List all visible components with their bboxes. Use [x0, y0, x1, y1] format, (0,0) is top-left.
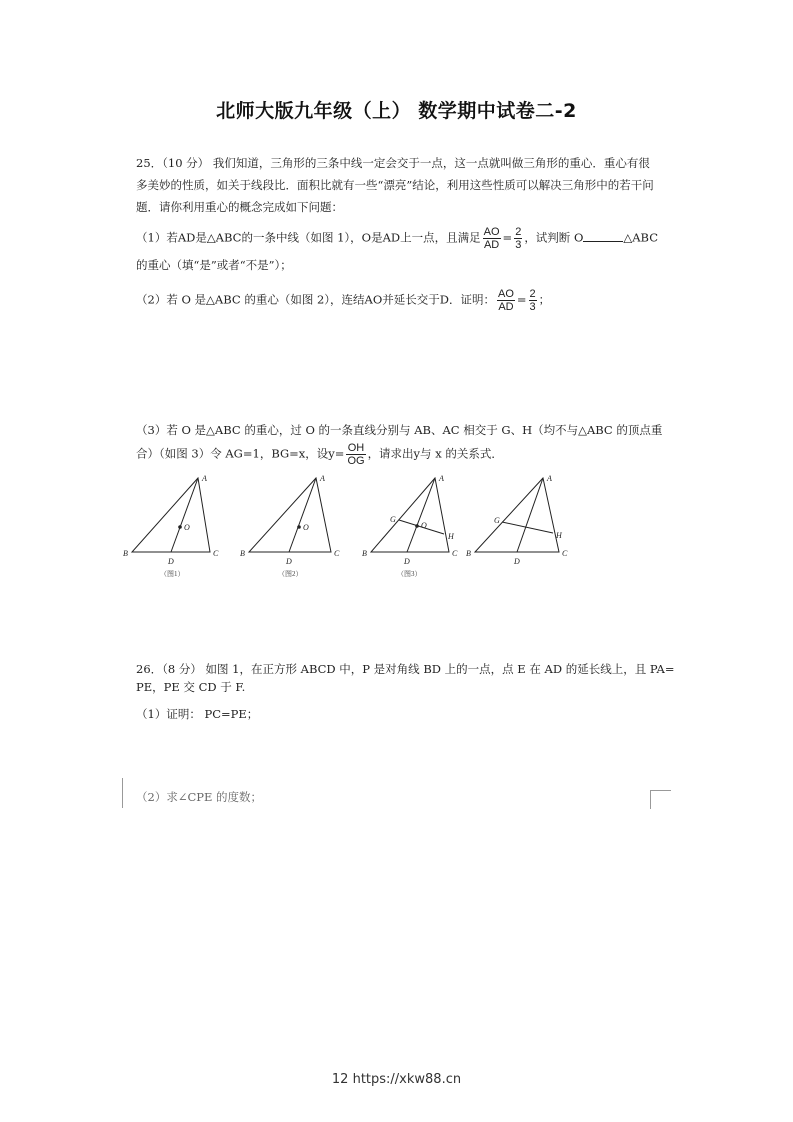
geometry-figures — [118, 470, 578, 582]
fig4-label-c: C — [562, 549, 568, 558]
fig3-label-h: H — [448, 532, 454, 541]
figure-3 — [362, 474, 458, 578]
fig1-label-a: A — [202, 474, 207, 483]
q25-part3-fraction: $\frac{OH}{OG}$ — [347, 442, 365, 467]
q25-part1: （1）若AD是△ABC的一条中线（如图 1），O是AD上一点，且满足 $\frac{AO}{AD}$ = $\frac{2}{3}$ ，试判断 O △ABC — [136, 226, 659, 251]
figure-4 — [466, 474, 568, 566]
fig4-label-d: D — [514, 557, 520, 566]
page-footer: 12 https://xkw88.cn — [331, 1072, 462, 1087]
q25-part1-text-b: ，试判断 O — [524, 230, 584, 245]
fig3-label-a: A — [439, 474, 444, 483]
q25-intro: 25．（10 分） 我们知道，三角形的三条中线一定会交于一点，这一点就叫做三角形的重心．重心有很多美妙的性质，如关于线段比．面积比就有一些“漂亮”结论，利用这些性质可以解决三角形中的若干问题．请你利用重心的概念完成如下问题： — [136, 156, 654, 214]
fig1-caption: （图1） — [160, 570, 185, 578]
q25-part1-end: 的重心（填“是”或者“不是”）； — [136, 258, 292, 272]
fig1-label-d: D — [168, 557, 174, 566]
page-title: 北师大版九年级（上） 数学期中试卷二-2 — [216, 100, 577, 122]
figure-2 — [240, 474, 340, 578]
fig1-label-c: C — [213, 549, 219, 558]
q25-part1-fraction: $\frac{AO}{AD}$ — [483, 226, 500, 251]
fig3-label-d: D — [404, 557, 410, 566]
fig3-label-c: C — [452, 549, 458, 558]
fig2-label-c: C — [334, 549, 340, 558]
fig2-label-o: O — [303, 523, 309, 532]
fig3-label-b: B — [362, 549, 367, 558]
q26-part1: （1）证明： PC=PE； — [136, 707, 259, 721]
fig2-label-b: B — [240, 549, 245, 558]
fig4-label-g: G — [494, 516, 500, 525]
q26-line1: 26．（8 分） 如图 1，在正方形 ABCD 中，P 是对角线 BD 上的一点，点 E 在 AD 的延长线上，且 PA= — [136, 662, 675, 676]
q26-part2: （2）求∠CPE 的度数； — [136, 790, 263, 804]
fig3-caption: （图3） — [397, 570, 422, 578]
fig1-label-o: O — [184, 523, 190, 532]
fig3-label-o: O — [421, 521, 427, 530]
q25-part1-text-a: （1）若AD是△ABC的一条中线（如图 1），O是AD上一点，且满足 — [136, 230, 481, 245]
fig2-label-d: D — [286, 557, 292, 566]
figure-1 — [123, 474, 219, 578]
q26-line2: PE，PE 交 CD 于 F. — [136, 680, 246, 694]
answer-blank[interactable] — [583, 231, 623, 242]
q25-part2-fraction: $\frac{AO}{AD}$ — [498, 288, 514, 313]
fig4-label-h: H — [556, 531, 562, 540]
fig4-label-a: A — [547, 474, 552, 483]
fig2-label-a: A — [320, 474, 325, 483]
q25-part2: （2）若 O 是△ABC 的重心（如图 2），连结AO并延长交于D．证明： $\frac{AO}{AD}$ = $\frac{2}{3}$ ； — [136, 288, 551, 313]
fig1-label-b: B — [123, 549, 128, 558]
q25-part1-value: $\frac{2}{3}$ — [515, 226, 522, 251]
crop-mark-left — [122, 778, 123, 808]
q25-part3-line2: 合）（如图 3）令 AG=1，BG=x，设y= $\frac{OH}{OG}$ ，请求出y与 x 的关系式． — [136, 442, 503, 467]
q25-part2-value: $\frac{2}{3}$ — [529, 288, 536, 313]
q25-part1-text-c: △ABC — [623, 230, 659, 245]
crop-mark-right — [650, 790, 671, 809]
fig4-label-b: B — [466, 549, 471, 558]
fig2-caption: （图2） — [278, 570, 303, 578]
fig3-label-g: G — [390, 515, 396, 524]
q25-part3-line1: （3）若 O 是△ABC 的重心，过 O 的一条直线分别与 AB、AC 相交于 G、H（均不与△ABC 的顶点重 — [136, 423, 663, 437]
